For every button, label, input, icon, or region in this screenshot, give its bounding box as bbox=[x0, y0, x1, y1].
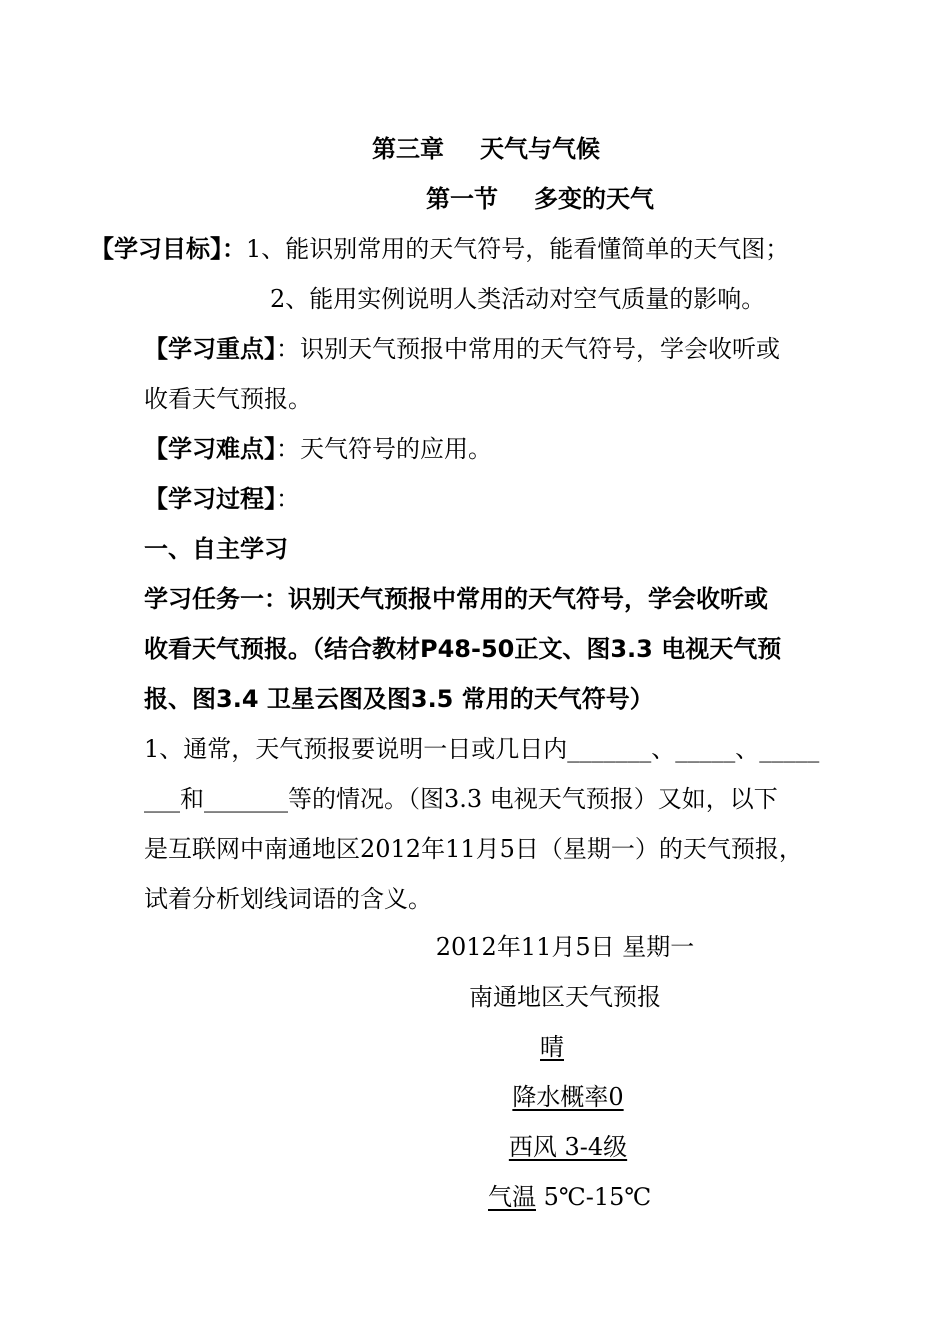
chapter-name: 天气与气候 bbox=[480, 135, 600, 163]
difficulties-heading: 【学习难点】 bbox=[144, 435, 276, 463]
key-points-heading: 【学习重点】 bbox=[144, 335, 276, 363]
key-points-line1 bbox=[144, 334, 780, 364]
section-name: 多变的天气 bbox=[534, 185, 654, 213]
forecast-wind: 西风 3-4级 bbox=[508, 1133, 628, 1161]
forecast-condition-wrap bbox=[380, 1032, 724, 1062]
objectives-sep: ： bbox=[222, 235, 246, 263]
forecast-wind-wrap bbox=[380, 1132, 756, 1162]
objective-item-1: 1、能识别常用的天气符号，能看懂简单的天气图； bbox=[246, 235, 790, 263]
question1-line2: ___和_______等的情况。（图3.3 电视天气预报）又如，以下 bbox=[144, 785, 778, 813]
objectives-line1 bbox=[90, 234, 789, 264]
section-title bbox=[426, 184, 654, 214]
forecast-precip-wrap bbox=[380, 1082, 756, 1112]
task1-line3: 报、图3.4 卫星云图及图3.5 常用的天气符号） bbox=[144, 685, 654, 713]
key-points-text-1: ：识别天气预报中常用的天气符号，学会收听或 bbox=[276, 335, 780, 363]
part1-heading: 一、自主学习 bbox=[144, 535, 288, 563]
forecast-temp-line bbox=[488, 1182, 651, 1212]
question1-line3: 是互联网中南通地区2012年11月5日（星期一）的天气预报， bbox=[144, 835, 803, 863]
forecast-condition: 晴 bbox=[540, 1033, 564, 1061]
process-text: ： bbox=[276, 485, 300, 513]
question1-line4: 试着分析划线词语的含义。 bbox=[144, 885, 432, 913]
difficulties-line bbox=[144, 434, 492, 464]
section-label: 第一节 bbox=[426, 185, 498, 213]
forecast-date: 2012年11月5日 星期一 bbox=[435, 933, 695, 961]
difficulties-text: ：天气符号的应用。 bbox=[276, 435, 492, 463]
objective-item-2: 2、能用实例说明人类活动对空气质量的影响。 bbox=[270, 285, 766, 313]
objectives-heading: 【学习目标】 bbox=[90, 235, 222, 263]
task1-line1: 学习任务一：识别天气预报中常用的天气符号，学会收听或 bbox=[144, 585, 768, 613]
key-points-text-2: 收看天气预报。 bbox=[144, 385, 312, 413]
process-heading: 【学习过程】 bbox=[144, 485, 276, 513]
question1-line1: 1、通常，天气预报要说明一日或几日内_______、_____、_____ bbox=[144, 735, 820, 763]
forecast-temp-label: 气温 bbox=[488, 1183, 536, 1211]
process-line bbox=[144, 484, 300, 514]
forecast-temp-value: 5℃-15℃ bbox=[543, 1183, 652, 1211]
chapter-title bbox=[372, 134, 600, 164]
forecast-title: 南通地区天气预报 bbox=[469, 983, 661, 1011]
chapter-label: 第三章 bbox=[372, 135, 444, 163]
forecast-precip: 降水概率0 bbox=[512, 1083, 624, 1111]
task1-line2: 收看天气预报。（结合教材P48-50正文、图3.3 电视天气预 bbox=[144, 635, 782, 663]
